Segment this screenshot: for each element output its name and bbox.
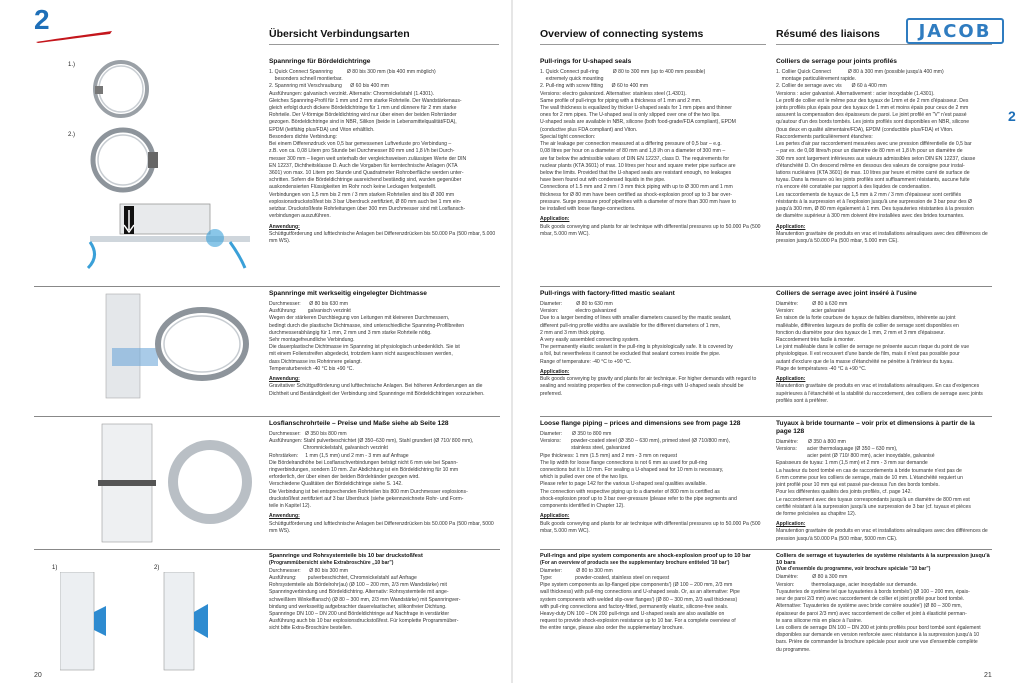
body-line: shock-explosion proof up to 3 bar over-pressure (please refer to the pipe segments and: [540, 495, 737, 502]
body-line: stainless steel, galvanized: [540, 445, 631, 452]
body-line: Rohrstärken: 1 mm (1,5 mm) und 2 mm - 3 mm auf Anfrage: [269, 452, 409, 459]
body-line: Ausführungen: galvanisch verzinkt. Alternativ: Chromnickelstahl (1.4301).: [269, 90, 435, 97]
body-line: be installed with loose flange-connections.: [540, 206, 636, 213]
application-heading: Application:: [776, 223, 806, 230]
section-title: Losflanschrohrteile – Preise und Maße siehe ab Seite 128: [269, 420, 449, 427]
body-line: thickness for Ø 80 mm have been certified as shock-explosion proof up to 3 bar over-: [540, 191, 732, 198]
mastic-pull-ring-image: [92, 292, 262, 402]
body-line: Epaisseurs de tuyau: 1 mm (1,5 mm) et 2 mm - 3 mm sur demande: [776, 460, 928, 467]
body-line: The connection with respective piping up to a diameter of 800 mm is certified as: [540, 488, 720, 495]
body-line: druckstoßfest zertifiziert auf 3 bar Überdruck (siehe gekennzeichnete Rohr- und Form-: [269, 495, 464, 502]
body-line: Version: electro galvanized: [540, 308, 617, 315]
body-line: which is pulled over one of the two lips.: [540, 474, 629, 481]
body-line: Durchmesser: Ø 80 bis 630 mm: [269, 300, 348, 307]
body-line: Pipe system components as lip-flanged pipe components') (Ø 100 – 200 mm, 2/3 mm: [540, 582, 733, 589]
body-line: mit einem Folienstreifen abgedeckt, trotzdem kann nicht ausgeschlossen werden,: [269, 351, 453, 358]
body-line: 1. Quick Connect pull-ring Ø 80 to 300 mm (up to 400 mm possible): [540, 68, 706, 75]
body-line: U-shaped seals are available in NBR, silicone (both food-grade/FDA compliant), EPDM: [540, 119, 736, 126]
application-text: Bulk goods conveying by gravity and plants for air technique. For higher demands with regard to sealing and resisting properties of the connection pull-rings with U-shaped seals should be preferred.: [540, 376, 757, 397]
body-line: disponibles sur demande en version renforcée avec résistance à la surpression jusqu'à 10: [776, 632, 980, 639]
screw-pull-ring-image: [86, 126, 160, 194]
section-subtitle: (For an overview of products see the supplementary brochure entiteled '10 bar'): [540, 559, 730, 566]
body-line: Pipe thickness: 1 mm (1.5 mm) and 2 mm - 3 mm on request: [540, 452, 678, 459]
section-title: Pull-rings with factory-fitted mastic sealant: [540, 290, 675, 297]
body-line: The wall thickness is equalized by thicker U-shaped seals for 1 mm pipes and thinner: [540, 105, 732, 111]
header-fr: Résumé des liaisons: [776, 28, 880, 40]
body-line: ringverbindungen, sondern 10 mm. Zur Abdichtung ist ein Bördeldichtring für 10 mm: [269, 467, 459, 473]
application-text: Gravitativer Schüttgutförderung und lufttechnische Anlagen. Bei höheren Anforderungen an die Dichtheit und Beständigkeit der Verbindung sind Spannringe mit Bördeldichtringen vorzuziehen.: [269, 383, 485, 397]
chapter-number: 2: [34, 4, 50, 35]
body-line: Tuyauteries de système tel que tuyauteries à bords tombés') (Ø 100 – 200 mm, épais-: [776, 588, 970, 595]
body-line: certifié résistant à la surpression jusqu'à une surpression de 3 bar (cf. tuyaux et pièces: [776, 503, 971, 510]
body-line: Versions: electro galvanized. Alternative: stainless steel (1.4301).: [540, 90, 687, 97]
body-line: Bei einem Differenzdruck von 0,5 bar gemessenen Luftverluste pro Verbindung –: [269, 141, 452, 148]
section-title: Colliers de serrage et tuyauteries de système résistants à la surpression jusqu'à 10 bars: [776, 553, 990, 566]
section-title: Spannringe mit werkseitig eingelegter Dichtmasse: [269, 290, 427, 297]
application-heading: Anwendung:: [269, 513, 300, 520]
body-line: de diamètre supérieur à 300 mm doivent être installées avec des brides tournantes.: [776, 213, 965, 220]
body-line: joints profilés plus épais pour des tuyaux de 1 mm et moins épais pour ceux de 2 mm: [776, 105, 969, 111]
figure-label: 1.): [68, 62, 76, 68]
body-line: Versions: acier thermolaquage (Ø 350 – 630 mm),: [776, 446, 898, 453]
body-line: Alternative: Tuyauteries de système avec bride cornière soudée') (Ø 80 – 300 mm,: [776, 603, 962, 610]
body-line: nuclear plants (KTA 3601) of max. 10 litres per hour and square meter pipe surface are: [540, 162, 736, 169]
body-line: Verbindungen von 1,5 mm bis 2 mm / 3 mm starken Rohrteilen sind bis Ø 300 mm: [269, 191, 455, 198]
application-heading: Anwendung:: [269, 223, 300, 230]
section-title: Spannringe und Rohrsystemteile bis 10 bar druckstoßfest: [269, 553, 423, 559]
body-line: request to provide shock-explosion resistance up to 10 bar. For a complete overview of: [540, 618, 736, 625]
body-line: Wegen der stärkeren Durchbiegung von Leitungen mit kleineren Durchmessern,: [269, 315, 450, 322]
body-line: 0,08 litres per hour on a diameter of 80 mm and 1,8 l/h on a diameter of 300 mm –: [540, 148, 726, 155]
ten-bar-pipe-diagram: [60, 572, 260, 672]
page-gutter: [511, 0, 513, 683]
section-3-fr: [776, 420, 992, 543]
section-divider: [34, 286, 500, 287]
section-1-fr: [776, 58, 992, 245]
body-line: Raccordements particulièrement étanches:: [776, 133, 873, 140]
body-line: z.B. von ca. 0,08 Litern pro Stunde bei Durchmesser 80 mm und 1,8 l/h bei Durch-: [269, 148, 455, 155]
body-line: Verschiedene Qualitäten der Bördeldichtringe siehe S. 142.: [269, 481, 403, 488]
body-line: Version: acier galvanisé: [776, 308, 846, 315]
body-line: Besonders dichte Verbindung:: [269, 133, 337, 140]
body-line: Sehr montagefreundliche Verbindung.: [269, 337, 355, 343]
body-line: seur de paroi 2/3 mm) avec raccordement de collier et joint profilé pour bord tombé.: [776, 596, 965, 603]
body-line: 2. Pull-ring with screw fitting Ø 60 to 400 mm: [540, 83, 649, 90]
body-line: (tous deux en qualité alimentaire/FDA), EPDM (conductible plus/FDA) et Viton.: [776, 126, 954, 133]
jacob-logo: JACOB: [906, 18, 1004, 44]
body-line: wall thickness) with pull-ring connections and U-shaped seals. Or, as an alternative: Pipe: [540, 589, 740, 596]
body-line: Connections of 1.5 mm and 2 mm / 3 mm thick piping with up to Ø 300 mm and 1 mm: [540, 184, 733, 191]
body-line: Heavy-duty DN 100 – DN 200 pull-rings and U-shaped seals are also available on: [540, 611, 725, 618]
body-line: 2. Spannring mit Verschraubung Ø 60 bis 400 mm: [269, 83, 390, 90]
body-line: explosionsdruckstoßfest bis 3 bar Überdruck zertifiziert, Ø 80 mm auch bei 1 mm ein-: [269, 198, 462, 205]
application-heading: Application:: [540, 216, 570, 223]
body-line: schweißtem Winkelflansch) (Ø 80 – 300 mm, 2/3 mm Wandstärke) mit Spannringver-: [269, 596, 461, 603]
red-swoosh-decoration: [34, 30, 114, 44]
body-line: Rohrteile. Der V-förmige Bördeldichtring wird nur über einen der beiden Rohrränder: [269, 112, 457, 119]
section-title: Colliers de serrage pour joints profilés: [776, 58, 897, 65]
body-line: components identified in Chapter 12).: [540, 503, 625, 510]
body-line: qu'autour d'un des bords tombés. Les joints profilés sont disponibles en NBR, silicone: [776, 119, 970, 126]
body-line: de forme précisées au chapitre 12).: [776, 511, 857, 517]
body-line: Les raccordements de tuyaux de 1,5 mm à 2 mm / 3 mm d'épaisseur sont certifiés: [776, 191, 961, 198]
header-rule-en: [540, 44, 766, 45]
body-line: fonction du diamètre pour des tuyaux de 1 mm, 2 mm et 3 mm d'épaisseur.: [776, 329, 945, 336]
application-heading: Application:: [776, 521, 806, 528]
body-line: sicht bitte Extra-Broschüre bestellen.: [269, 625, 352, 632]
body-line: 300 mm sont largement inférieures aux valeurs admissibles selon DIN EN 12237, classe: [776, 155, 976, 162]
body-line: besonders schnell montierbar.: [269, 76, 343, 83]
body-line: – par ex. de 0,08 litres/h pour un diamètre de 80 mm et 1,8 l/h pour un diamètre de: [776, 148, 963, 155]
application-heading: Application:: [540, 513, 570, 520]
section-divider: [34, 549, 500, 550]
section-1-en: [540, 58, 766, 238]
section-2-en: [540, 290, 766, 398]
body-line: assurent la compensation des épaisseurs de paroi. Le joint profilé en "V" n'est passé: [776, 112, 967, 119]
body-line: résistants à la surpression et à l'explosion jusqu'à une surpression de 3 bar pour des Ø: [776, 198, 972, 205]
body-line: Les colliers de serrage DN 100 – DN 200 et joints profilés pour bord tombé sont également: [776, 624, 981, 631]
body-line: lations nucléaires (KTA 3601) de max. 10 litres par heure et mètre carré de surface de: [776, 169, 970, 176]
body-line: Special tight connection:: [540, 133, 596, 140]
section-4-en: [540, 553, 766, 633]
body-line: Diameter: Ø 350 to 800 mm: [540, 430, 612, 437]
section-2-de: [269, 290, 501, 398]
body-line: Version: thermolaquage, acier inoxydable sur demande.: [776, 581, 918, 588]
header-de: Übersicht Verbindungsarten: [269, 28, 410, 40]
body-line: gezogen. Bördeldichtringe sind in NBR, Silikon (beide in Lebensmittelqualität/FDA),: [269, 119, 457, 126]
body-line: Spannringverbindung und Bördeldichtring. Alternativ: Rohrsystemteile mit ange-: [269, 589, 449, 596]
body-line: auskondensierten Flüssigkeiten im Rohr noch keine Leckagen festgestellt.: [269, 184, 437, 191]
body-line: Type: powder-coated, stainless steel on request: [540, 574, 670, 581]
body-line: Le profil de collier est le même pour des tuyaux de 1mm et de 2 mm d'épaisseur. Des: [776, 97, 969, 104]
body-line: erforderlich, der über einen der beiden Bördelränder gezogen wird.: [269, 474, 420, 481]
body-line: schritten. Sofern die Bördeldichtringe ausreichend beständig sind, wurden gegenüber: [269, 177, 462, 184]
body-line: Diamètre: Ø 80 à 630 mm: [776, 300, 848, 307]
figure-label: 2): [154, 565, 160, 571]
section-divider: [540, 286, 992, 287]
body-line: Rohrsystemteile als Bördelrohr(au) (Ø 100 – 200 mm, 2/3 mm Wandstärke) mit: [269, 582, 447, 589]
body-line: setzbar. Druckstoßfeste Rohrleitungen über 300 mm Durchmesser sind mit Losflansch-: [269, 206, 466, 213]
body-line: te sans silicone mis en place à l'usine.: [776, 617, 863, 624]
body-line: Ausführung auch bis 10 bar explosionsdruckstoßfest. Für komplette Programmüber-: [269, 618, 459, 625]
body-line: The lip width for loose flange connections is not 6 mm as used for pull-ring: [540, 459, 708, 466]
body-line: durchmesserabhängig für 1 mm, 2 mm und 3 mm starke Rohrteile nötig.: [269, 329, 432, 336]
body-line: EPDM (leitfähig plus/FDA) und Viton erhältlich.: [269, 126, 375, 133]
body-line: Chromnickelstahl, galvanisch verzinkt: [269, 445, 388, 452]
body-line: Raccordement très facile à monter.: [776, 337, 855, 343]
page-number-left: 20: [34, 672, 42, 679]
page-number-right: 21: [984, 672, 992, 679]
body-line: 6 mm comme pour les colliers de serrage, mais de 10 mm. L'étanchéité requiert un: [776, 474, 963, 481]
section-3-en: [540, 420, 766, 535]
section-3-de: [269, 420, 501, 535]
body-line: extremely quick mounting: [540, 76, 604, 83]
body-line: dass Dichtmasse ins Rohrinnere gelangt.: [269, 358, 362, 365]
body-line: 1. Quick Connect Spannring Ø 80 bis 300 mm (bis 400 mm möglich): [269, 68, 436, 75]
body-line: the entire range, please also order the supplementary brochure.: [540, 625, 684, 632]
body-line: Durchmesser: Ø 80 bis 300 mm: [269, 567, 348, 574]
section-title: Tuyaux à bride tournante – voir prix et dimensions à partir de la page 128: [776, 420, 975, 435]
body-line: Die dauerplastische Dichtmasse im Spannring ist physiologisch unbedenklich. Sie ist: [269, 344, 460, 351]
body-line: du programme.: [776, 646, 811, 653]
section-4-de: [269, 553, 501, 633]
body-line: bindung und werksseitig aufgebrachter dauerelastischer, silikonfreier Dichtung.: [269, 603, 447, 610]
body-line: bars. Prière de commander la brochure spéciale pour avoir une vue d'ensemble complète: [776, 639, 978, 646]
section-title: Pull-rings for U-shaped seals: [540, 58, 632, 65]
body-line: Versions: powder-coated steel (Ø 350 – 630 mm), primed steel (Ø 710/800 mm),: [540, 438, 730, 445]
section-subtitle: (Vue d'ensemble du programme, voir brochure spéciale "10 bar"): [776, 566, 931, 573]
body-line: A very easily assembled connecting system.: [540, 337, 640, 343]
body-line: bedingt durch die plastische Dichtmasse, sind unterschiedliche Spannring-Profilbreiten: [269, 322, 465, 329]
body-line: different pull-ring profile widths are available for the different diameters of 1 mm,: [540, 322, 720, 329]
body-line: d'étanchéité D. On descend même en dessous des valeurs de consigne pour instal-: [776, 162, 965, 169]
body-line: joint profilé pour 10 mm qui est passé par-dessus l'un des bords tombés.: [776, 482, 940, 489]
quick-connect-ring-image: [92, 58, 150, 120]
body-line: Diameter: Ø 80 to 300 mm: [540, 567, 613, 574]
body-line: a foil, but nevertheless it cannot be excluded that sealant comes inside the pipe.: [540, 351, 721, 358]
body-line: Gleiches Spannring-Profil für 1 mm und 2 mm starke Rohrteile. Der Wandstärkenaus-: [269, 97, 462, 104]
body-line: are far below the admissible values of DIN EN 12237, class D. The requirements for: [540, 155, 730, 162]
section-2-fr: [776, 290, 992, 405]
body-line: En raison de la forte courbure de tuyaux de faibles diamètres, inhérente au joint: [776, 315, 956, 322]
body-line: The air leakage per connection measured at a differing pressure of 0,5 bar – e.g.: [540, 141, 722, 148]
application-text: Manutention gravitaire de produits en vrac et installations aérauliques. En cas d'exigences supérieures à l'étanchéité et la stabilité du raccordement, des colliers de serrage avec joints profilés sont à préférer.: [776, 383, 983, 404]
body-line: physiologique. Il est recouvert d'une bande de film, mais il n'est pas possible pour: [776, 351, 960, 358]
body-line: 2 mm and 3 mm thick piping.: [540, 329, 606, 336]
application-text: Manutention gravitaire de produits en vrac et installations aérauliques avec des différences de pression jusqu'à 50.000 Pa (500 mbar, 5.000 mm CE).: [776, 230, 988, 244]
body-line: with pull-ring connections and factory-fitted, permanently elastic, silicone-free seals.: [540, 603, 729, 610]
body-line: Versions : acier galvanisé. Alternativement : acier inoxydable (1.4301).: [776, 90, 935, 97]
body-line: Durchmesser: Ø 350 bis 800 mm: [269, 430, 347, 437]
body-line: montage particulièrement rapide.: [776, 76, 857, 83]
section-title: Loose flange piping – prices and dimensions see from page 128: [540, 420, 741, 427]
section-subtitle: (Programmübersicht siehe Extrabroschüre „10 bar"): [269, 559, 394, 566]
body-line: ones for 2 mm pipes. The U-shaped seal is only slipped over one of the two lips.: [540, 112, 721, 119]
application-text: Bulk goods conveying and plants for air technique with differential pressures up to 50.000 Pa (500 mbar, 5.000 mm WC).: [540, 223, 761, 237]
section-4-fr: [776, 553, 992, 654]
body-line: Due to a larger bending of lines with smaller diameters caused by the mastic sealant,: [540, 315, 732, 322]
body-line: Diamètre: Ø 350 à 800 mm: [776, 438, 846, 445]
body-line: autant d'exclure que de la masse d'étanchéité ne pénètre à l'intérieur du tuyau.: [776, 358, 954, 365]
body-line: Le raccordement avec des tuyaux correspondants jusqu'à un diamètre de 800 mm est: [776, 496, 970, 503]
body-line: system components with welded slip-over flanges') (Ø 80 – 300 mm, 2/3 wall thickness): [540, 596, 738, 603]
section-divider: [540, 416, 992, 417]
body-line: Spannringe DN 100 – DN 200 und Bördeldichtringe auf Nachfrage in verstärkter: [269, 611, 450, 618]
body-line: Plage de températures -40 °C à +90 °C.: [776, 365, 867, 372]
body-line: Temperaturbereich -40 °C bis +90 °C.: [269, 365, 354, 372]
body-line: Die Bördelrandhöhe bei Losflanschverbindungen beträgt nicht 6 mm wie bei Spann-: [269, 459, 458, 466]
body-line: teile in Kapitel 12).: [269, 503, 311, 510]
body-line: (conductive plus FDA compliant) and Viton.: [540, 126, 638, 133]
body-line: 2. Collier de serrage avec vis Ø 60 à 400 mm: [776, 83, 887, 90]
header-rule-de: [269, 44, 499, 45]
body-line: jusqu'à 300 mm, Ø 80 mm également à 1 mm. Des tuyauteries résistantes à la pression: [776, 206, 974, 213]
figure-label: 1): [52, 565, 58, 571]
body-line: malléable, différentes largeurs de profils de collier de serrage sont disponibles en: [776, 322, 959, 329]
body-line: verbindungen auszuführen.: [269, 213, 331, 220]
application-text: Bulk goods conveying and plants for air technique with differential pressures up to 50.000 Pa (500 mbar, 5.000 mm WC).: [540, 520, 761, 534]
section-title: Colliers de serrage avec joint inséré à l'usine: [776, 290, 917, 297]
application-heading: Anwendung:: [269, 376, 300, 383]
body-line: Die Verbindung ist bei entsprechenden Rohrteilen bis 800 mm Durchmesser explosions-: [269, 488, 468, 495]
application-text: Schüttgutförderung und lufttechnische Anlagen bei Differenzdrücken bis 50.000 Pa (500 mbar, 5.000 mm WS).: [269, 230, 496, 244]
body-line: La hauteur du bord tombé en cas de raccordements à bride tournante n'est pas de: [776, 467, 962, 474]
body-line: Range of temperature: -40 °C to +90 °C.: [540, 358, 632, 365]
body-line: messer 300 mm – liegen weit unterhalb der vergleichsweisen zulässigen Werte der DIN: [269, 155, 467, 162]
body-line: tuyau. Dans la mesure où les joints profilés sont suffisamment résistants, aucune fuite: [776, 177, 970, 184]
body-line: acier peint (Ø 710/ 800 mm), acier inoxydable, galvanisé: [776, 453, 935, 460]
application-heading: Application:: [776, 376, 806, 383]
body-line: pressure. Surge pressure proof pipelines with a diameter of more than 300 mm have to: [540, 198, 736, 205]
body-line: Same profile of pull-rings for piping with a thickness of 1 mm and 2 mm.: [540, 97, 702, 104]
body-line: The permanently elastic sealant in the pull-ring is physiologically safe. It is covered by: [540, 344, 733, 351]
seal-cross-section-diagram: [80, 196, 250, 276]
body-line: Please refer to page 142 for the various U-shaped seal qualities available.: [540, 481, 707, 488]
body-line: below the limits. Provided that the U-shaped seals are resistant enough, no leakages: [540, 169, 732, 176]
body-line: gleich erfolgt durch dickere Bördeldichtringe für 1 mm und dünnere für 2 mm starke: [269, 105, 457, 111]
application-text: Schüttgutförderung und lufttechnische Anlagen bei Differenzdrücken bis 50.000 Pa (500 mbar, 5000 mm WS).: [269, 520, 494, 534]
body-line: 3601) von max. 10 Litern pro Stunde und Quadratmeter Rohroberfläche werden unter-: [269, 169, 464, 176]
body-line: 1. Collier Quick Connect Ø 80 à 300 mm (possible jusqu'à 400 mm): [776, 68, 944, 75]
section-title: Spannringe für Bördeldichtringe: [269, 58, 371, 65]
body-line: Ausführungen: Stahl pulverbeschichtet (Ø 350–630 mm), Stahl grundiert (Ø 710/ 800 mm),: [269, 438, 474, 445]
chapter-number-right: 2: [1008, 108, 1016, 124]
loose-flange-image: [92, 420, 262, 545]
body-line: connections but it is 10 mm. For sealing a U-shaped seal for 10 mm is necessary,: [540, 467, 724, 473]
body-line: Ausführung: pulverbeschichtet, Chromnickelstahl auf Anfrage: [269, 574, 417, 581]
body-line: Diameter: Ø 80 to 630 mm: [540, 300, 613, 307]
body-line: épaisseur de paroi 2/3 mm) avec raccordement de collier et joint à élasticité perman-: [776, 610, 967, 617]
header-rule-fr: [776, 44, 992, 45]
section-1-de: [269, 58, 501, 245]
body-line: Le joint malléable dans le collier de serrage ne présente aucun risque du point de vue: [776, 344, 970, 351]
section-divider: [540, 549, 992, 550]
body-line: Diamètre: Ø 80 à 300 mm: [776, 574, 848, 581]
header-en: Overview of connecting systems: [540, 28, 704, 40]
section-title: Pull-rings and pipe system components are shock-explosion proof up to 10 bar: [540, 553, 751, 559]
application-heading: Application:: [540, 368, 570, 375]
body-line: EN 12237, Dichtheitsklasse D. Auch die Vorgaben für kerntechnische Anlagen (KTA: [269, 162, 458, 169]
figure-label: 2.): [68, 132, 76, 138]
body-line: n'a encore été constatée par rapport à des liquides de condensation.: [776, 184, 931, 191]
body-line: Les pertes d'air par raccordement mesurées avec une pression différentielle de 0,5 bar: [776, 141, 972, 148]
application-text: Manutention gravitaire de produits en vrac et installations aérauliques avec des différences de pression jusqu'à 50.000 Pa (500 mbar, 5000 mm CE).: [776, 528, 988, 542]
body-line: Ausführung: galvanisch verzinkt: [269, 308, 351, 315]
body-line: have been found out with condensed liquids in the pipe.: [540, 177, 666, 184]
section-divider: [34, 416, 500, 417]
body-line: Pour les différentes qualités des joints profilés, cf. page 142.: [776, 489, 912, 496]
